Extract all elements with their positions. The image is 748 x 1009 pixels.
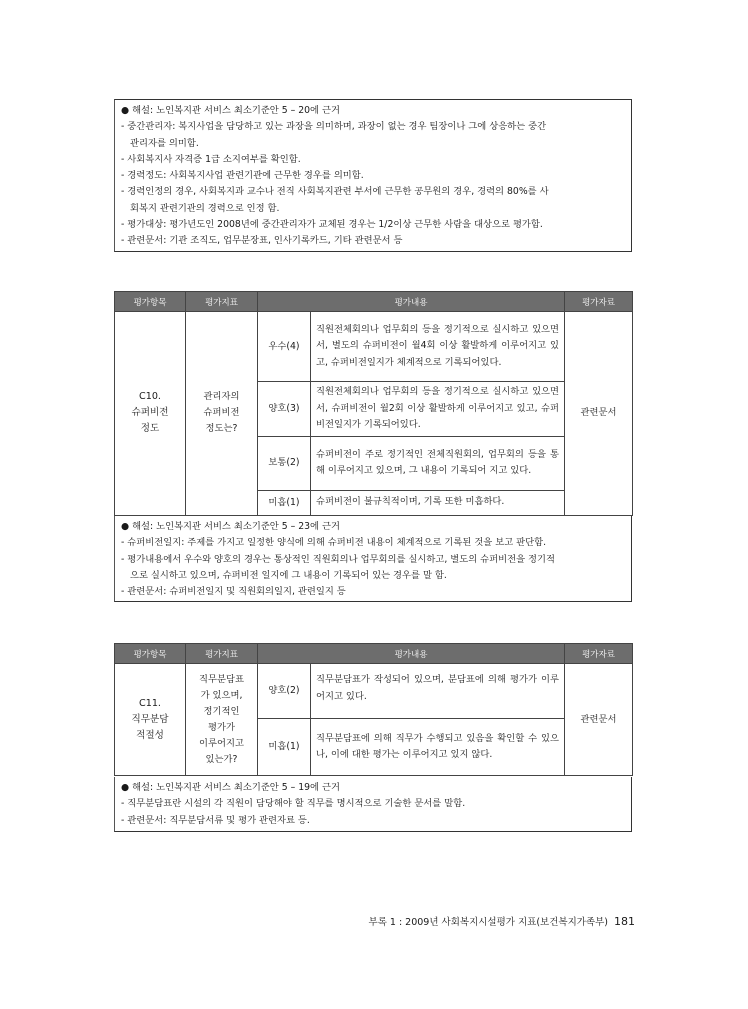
note-line: 회복지 관련기관의 경력으로 인정 함.: [130, 202, 280, 214]
note-line: - 사회복지사 자격증 1급 소지여부를 확인함.: [121, 153, 301, 165]
footer-text: 부록 1 : 2009년 사회복지시설평가 지표(보건복지가족부): [368, 917, 608, 928]
c10-grade: 미흡(1): [258, 490, 311, 515]
note-line: ● 해설: 노인복지관 서비스 최소기준안 5 – 20에 근거: [121, 105, 340, 116]
c10-note-box: [114, 516, 632, 602]
c10-level-text: 슈퍼비전이 불규칙적이며, 기록 또한 미흡하다.: [311, 490, 565, 515]
note-line: - 평가대상: 평가년도인 2008년에 중간관리자가 교체된 경우는 1/2이상 근무한 사람을 대상으로 평가함.: [121, 219, 543, 231]
note-line: - 관련문서: 슈퍼비전일지 및 직원회의일지, 관련일지 등: [121, 586, 346, 598]
note-line: 으로 실시하고 있으며, 슈퍼비전 일지에 그 내용이 기록되어 있는 경우를 말 함.: [130, 569, 447, 581]
c10-indicator: 관리자의 슈퍼비전 정도는?: [203, 391, 240, 435]
header-item: 평가항목: [115, 644, 186, 664]
c10-level-text: 직원전체회의나 업무회의 등을 정기적으로 실시하고 있으면서, 슈퍼비전이 월2회 이상 활발하게 이루어지고 있고, 슈퍼비전일지가 기록되어있다.: [311, 382, 565, 437]
c11-table: [114, 643, 633, 776]
note-line: - 중간관리자: 복지사업을 담당하고 있는 과장을 의미하며, 과장이 없는 경우 팀장이나 그에 상응하는 중간: [121, 121, 547, 133]
header-indicator: 평가지표: [186, 644, 258, 664]
header-content: 평가내용: [258, 292, 565, 312]
note-line: - 슈퍼비전일지: 주제를 가지고 일정한 양식에 의해 슈퍼비전 내용이 체계적으로 기록된 것을 보고 판단함.: [121, 537, 547, 549]
note-line: ● 해설: 노인복지관 서비스 최소기준안 5 – 19에 근거: [121, 782, 340, 793]
c10-item: C10. 슈퍼비전 정도: [131, 391, 169, 435]
c10-table: [114, 291, 633, 516]
header-item: 평가항목: [115, 292, 186, 312]
c11-note-box: [114, 777, 632, 832]
c10-material: 관련문서: [565, 312, 633, 516]
c11-item: C11. 직무분담 적절성: [131, 697, 169, 741]
c10-level-text: 직원전체회의나 업무회의 등을 정기적으로 실시하고 있으면서, 별도의 슈퍼비전이 월4회 이상 활발하게 이루어지고 있고, 슈퍼비전일지가 체계적으로 기록되어있다.: [311, 312, 565, 382]
page-number: 181: [614, 915, 635, 928]
c11-material: 관련문서: [565, 664, 633, 776]
note-line: - 경력정도: 사회복지사업 관련기관에 근무한 경우를 의미함.: [121, 170, 364, 182]
note-line: - 평가내용에서 우수와 양호의 경우는 통상적인 직원회의나 업무회의를 실시하고, 별도의 슈퍼비전을 정기적: [121, 553, 555, 565]
header-material: 평가자료: [565, 292, 633, 312]
c10-grade: 양호(3): [258, 382, 311, 437]
c11-grade: 양호(2): [258, 664, 311, 719]
c10-grade: 우수(4): [258, 312, 311, 382]
note-line: - 관련문서: 직무분담서류 및 평가 관련자료 등.: [121, 814, 310, 826]
page-footer: [360, 914, 635, 928]
c10-level-text: 슈퍼비전이 주로 정기적인 전체직원회의, 업무회의 등을 통해 이루어지고 있으며, 그 내용이 기록되어 지고 있다.: [311, 436, 565, 490]
c11-level-text: 직무분담표가 작성되어 있으며, 분담표에 의해 평가가 이루어지고 있다.: [311, 664, 565, 719]
top-note-box: [114, 99, 632, 252]
note-line: - 직무분담표란 시설의 각 직원이 담당해야 할 직무를 명시적으로 기술한 문서를 말함.: [121, 798, 466, 810]
c11-grade: 미흡(1): [258, 719, 311, 776]
note-line: - 관련문서: 기관 조직도, 업무분장표, 인사기록카드, 기타 관련문서 등: [121, 235, 403, 247]
note-line: ● 해설: 노인복지관 서비스 최소기준안 5 – 23에 근거: [121, 521, 340, 532]
header-indicator: 평가지표: [186, 292, 258, 312]
c11-indicator-cell: [186, 664, 258, 776]
c11-level-text: 직무분담표에 의해 직무가 수행되고 있음을 확인할 수 있으나, 이에 대한 평가는 이루어지고 있지 않다.: [311, 719, 565, 776]
c10-item-cell: [115, 312, 186, 516]
header-material: 평가자료: [565, 644, 633, 664]
c11-indicator: 직무분담표 가 있으며, 정기적인 평가가 이루어지고 있는가?: [199, 673, 244, 765]
c10-grade: 보통(2): [258, 436, 311, 490]
c10-indicator-cell: [186, 312, 258, 516]
note-line: 관리자를 의미함.: [130, 137, 199, 149]
note-line: - 경력인정의 경우, 사회복지과 교수나 전직 사회복지관련 부서에 근무한 공무원의 경우, 경력의 80%를 사: [121, 186, 549, 198]
header-content: 평가내용: [258, 644, 565, 664]
c11-item-cell: [115, 664, 186, 776]
